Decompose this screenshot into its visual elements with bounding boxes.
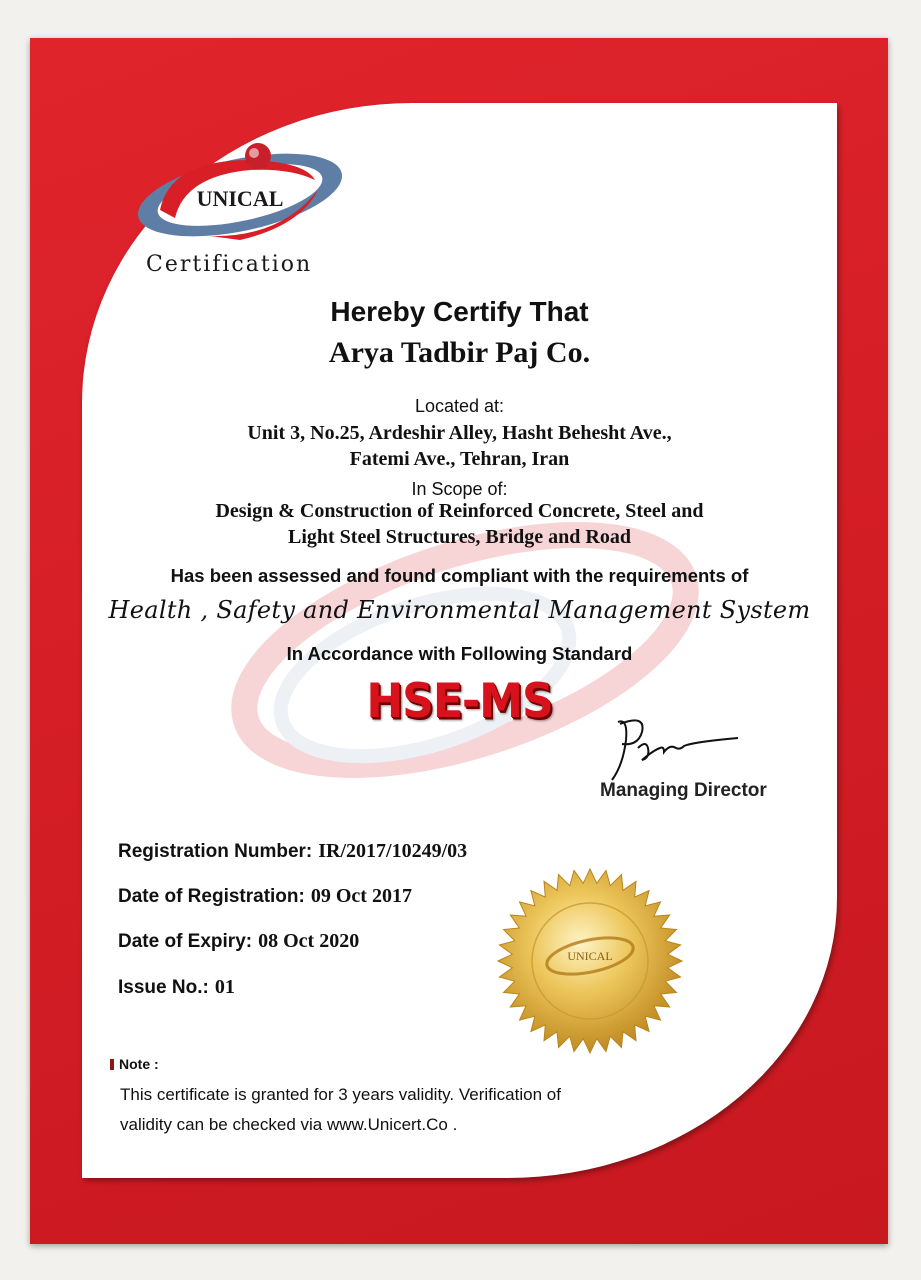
registration-date-label: Date of Registration: [118,886,305,907]
note-line-2: validity can be checked via www.Unicert.Co . [120,1115,458,1134]
scope-line-2: Light Steel Structures, Bridge and Road [288,526,631,548]
unical-logo [130,140,350,250]
registration-number-label: Registration Number: [118,841,313,862]
registration-number-value: IR/2017/10249/03 [318,840,468,862]
certify-heading: Hereby Certify That [330,296,589,327]
expiry-date-value: 08 Oct 2020 [258,930,360,952]
logo-caption: Certification [146,252,313,277]
issue-number-value: 01 [214,976,235,998]
seal-wordmark: UNICAL [567,949,613,963]
scope-label: In Scope of: [411,479,508,499]
standard-name: HSE-MS [366,673,553,730]
assessment-statement: Has been assessed and found compliant with the requirements of [170,565,749,586]
note-label: Note : [119,1056,159,1072]
address-line-1: Unit 3, No.25, Ardeshir Alley, Hasht Behesht Ave., [247,422,672,444]
note-body [120,1080,680,1140]
registration-date-row [118,885,412,908]
registration-number-row [118,840,467,863]
registration-date-value: 09 Oct 2017 [310,885,412,907]
scope-line-1: Design & Construction of Reinforced Concrete, Steel and [215,500,704,522]
director-signature [598,710,748,790]
expiry-date-label: Date of Expiry: [118,931,253,952]
issue-number-row [118,976,235,999]
gold-seal [497,868,683,1054]
signatory-title: Managing Director [600,780,767,801]
note-bullet-icon [110,1059,114,1070]
address-line-2: Fatemi Ave., Tehran, Iran [349,448,570,470]
management-system-title: Health , Safety and Environmental Management System [108,596,811,624]
note-line-1: This certificate is granted for 3 years validity. Verification of [120,1085,561,1104]
issue-number-label: Issue No.: [118,977,209,998]
logo-wordmark: UNICAL [196,186,284,211]
accordance-statement: In Accordance with Following Standard [286,643,633,664]
company-name: Arya Tadbir Paj Co. [328,336,591,369]
note-heading [110,1056,159,1072]
expiry-date-row [118,930,359,953]
located-label: Located at: [414,396,505,416]
